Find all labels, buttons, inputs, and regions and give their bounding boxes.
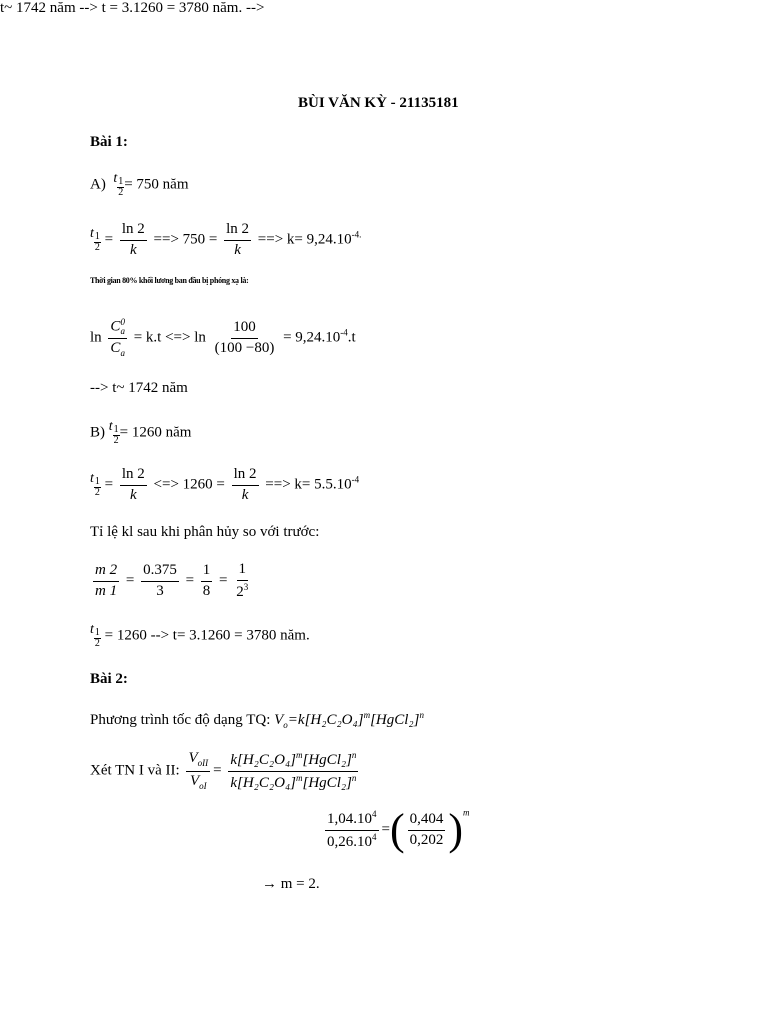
ln2-over-k-fraction: $\frac{\ln 2}{k}$ [121,221,145,258]
part-a-half-life-value: = 750 năm [124,176,189,193]
right-arrow-icon: → [262,876,277,892]
part-b-half-life-value: = 1260 năm [119,424,192,441]
part-b-half-life: B) t 1 2 = 1260 năm [90,419,192,446]
concentration-fraction: C 0 a $C_a$ [110,317,125,358]
half-life-symbol: t 1 2 [113,171,124,198]
part-a-half-life [90,172,189,198]
part-a-result: --> t~ 1742 năm [90,380,188,396]
decay-time-equation: ln C 0 a $C_a$ = k.t <=> ln $\frac{100}{(100 -80)}$ = $9,24.10^{-4}.t$ [90,317,356,358]
part-a-k-value: ==> k= 9,24.10 [257,231,352,248]
part-b-label: B) [90,424,105,441]
general-rate-law: Phương trình tốc độ dạng TQ: $V_o=k[H_2C_2O_4]^m[HgCl_2]^n$ [90,710,424,730]
mass-ratio-text: Tỉ lệ kl sau khi phân hủy so với trước: [90,524,320,540]
page-title: BÙI VĂN KỲ - 21135181 [298,95,459,111]
part-a-label: A) [90,176,106,193]
section-heading-bai2: Bài 2: [90,671,128,687]
numeric-ratio-equation: $\frac{1,04.10^4}{0,26.10^4}$ =( $\frac{0,404}{0,202}$ )$^m$ [327,805,470,854]
mass-ratio-equation: $\frac{m 2}{m 1}$ = $\frac{0.375}{3}$ = $\frac{1}{8}$ = $\frac{1}{2^3}$ [95,561,249,600]
hundred-fraction: $\frac{100}{(100 -80)}$ [214,318,275,356]
part-b-rate-equation: t 1 2 = $\frac{\ln 2}{k}$ <=> 1260 = $\frac{\ln 2}{k}$ ==> $k= 5.5.10^{-4}$ [90,466,360,503]
part-2-result: → m = 2. [262,876,320,892]
section-heading-bai1: Bài 1: [90,134,128,150]
rate-ratio-equation: Xét TN I và II: $V_{oII}$ $V_{oI}$ = $k[H_2C_2O_4]^m[HgCl_2]^n$ $k[H_2C_2O_4]^m[HgCl_2]^n$ [90,750,357,791]
part-a-rate-equation: t 1 2 = $\frac{\ln 2}{k}$ ==> 750 = $\frac{\ln 2}{k}$ ==> $k= 9,24.10^{-4.}$ [90,221,362,258]
decay-time-note: Thời gian 80% khối lương ban đầu bị phóng xạ là: [90,276,249,285]
part-b-final-equation: t 1 2 = 1260 --> t= 3.1260 = 3780 năm. [90,622,310,649]
part-b-k-value: ==> k= 5.5.10 [265,476,352,493]
